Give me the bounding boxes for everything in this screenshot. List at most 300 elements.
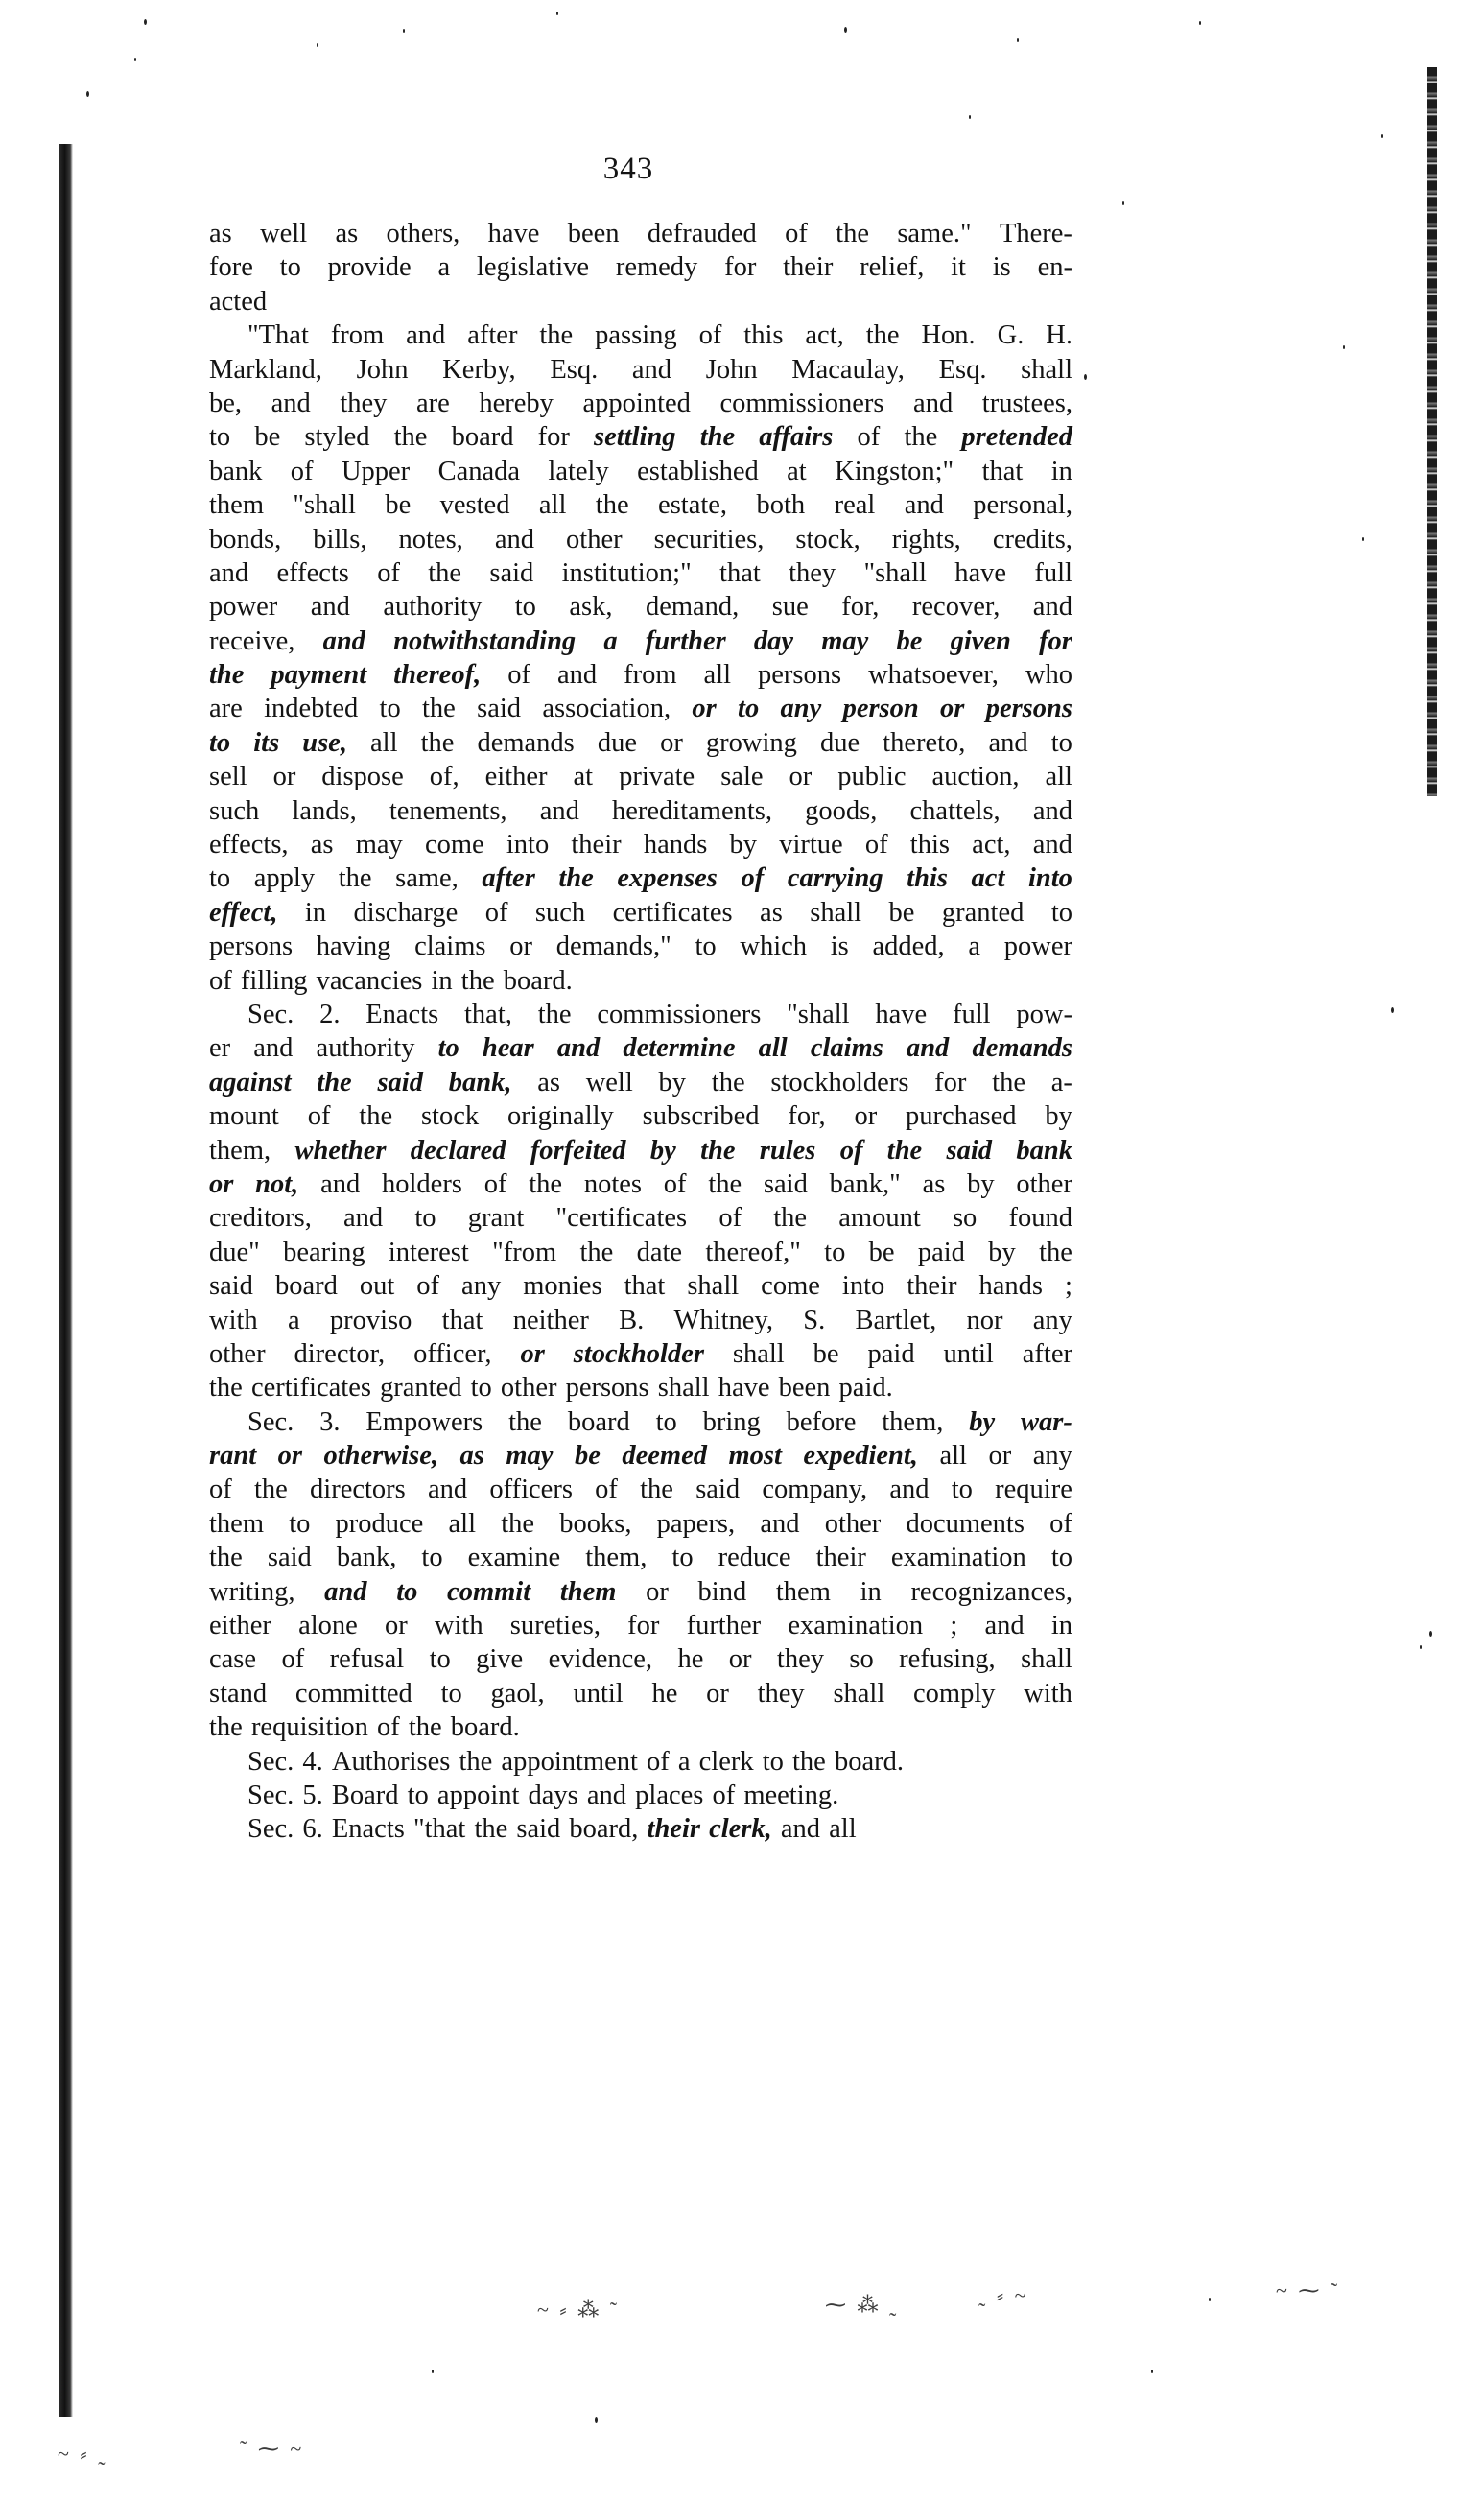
word: as xyxy=(760,897,783,928)
word: of xyxy=(1049,1508,1072,1539)
word: hands xyxy=(643,830,708,861)
text-line xyxy=(209,1371,1072,1404)
text-line xyxy=(209,1405,1072,1439)
word: or xyxy=(988,1441,1012,1472)
scan-speck xyxy=(595,2417,598,2423)
word: said xyxy=(267,1543,312,1573)
text-line xyxy=(209,1642,1072,1676)
word: he xyxy=(677,1644,704,1675)
word: be xyxy=(868,1237,895,1267)
word: and xyxy=(889,1474,930,1505)
word: stockholder xyxy=(573,1338,704,1369)
word: their xyxy=(647,1814,700,1845)
word: all xyxy=(939,1441,967,1472)
word: said xyxy=(377,1067,423,1097)
word: in xyxy=(431,965,453,996)
word: appointment xyxy=(501,1746,638,1777)
word: of xyxy=(785,219,808,248)
word: in xyxy=(1050,456,1072,486)
word: authority xyxy=(316,1033,415,1064)
text-line xyxy=(209,455,1072,488)
word: by xyxy=(969,1406,996,1437)
word: Enacts xyxy=(331,1814,405,1845)
word: be xyxy=(574,1441,601,1472)
word: 2. xyxy=(319,999,341,1029)
scan-noise-bottom: ⁓ ⁂ ˷ xyxy=(825,2293,900,2317)
word: grant xyxy=(467,1203,525,1234)
word: of xyxy=(864,830,888,861)
word: refusing, xyxy=(899,1644,996,1675)
word: may xyxy=(821,625,869,656)
word: er xyxy=(209,1033,231,1064)
scan-noise-bottom: ~ ⁓ ˜ xyxy=(1276,2278,1341,2302)
word: of, xyxy=(429,762,459,792)
word: to xyxy=(379,694,401,724)
scan-speck xyxy=(556,12,558,15)
text-line xyxy=(209,285,1072,318)
word: all xyxy=(703,660,732,691)
word: private xyxy=(619,762,695,792)
word: the xyxy=(420,727,455,758)
word: clerk xyxy=(698,1746,754,1777)
word: are xyxy=(416,388,450,418)
text-line xyxy=(209,1541,1072,1574)
word: all xyxy=(758,1033,788,1064)
word: and xyxy=(320,1168,361,1199)
text-line xyxy=(209,896,1072,930)
word: otherwise, xyxy=(323,1441,439,1472)
word: after xyxy=(482,863,535,894)
word: case xyxy=(209,1644,257,1675)
word: and xyxy=(586,1780,627,1810)
text-line xyxy=(209,1066,1072,1099)
word: of xyxy=(209,965,232,996)
word: shall xyxy=(1021,354,1072,385)
word: by xyxy=(658,1067,687,1097)
word: neither xyxy=(512,1305,589,1335)
word: persons xyxy=(985,694,1072,724)
word: discharge xyxy=(353,897,459,928)
word: rant xyxy=(209,1441,257,1472)
word: person xyxy=(842,694,919,724)
word: effect, xyxy=(209,897,278,928)
word: any xyxy=(1032,1305,1072,1335)
word: be xyxy=(888,897,915,928)
word: such xyxy=(209,795,260,826)
word: and xyxy=(556,660,598,691)
word: and xyxy=(324,1576,367,1607)
word: as xyxy=(310,830,334,861)
word: as xyxy=(335,219,359,248)
word: officers xyxy=(489,1474,573,1505)
word: as xyxy=(459,1441,484,1472)
word: to xyxy=(762,1746,784,1777)
word: said xyxy=(763,1168,808,1199)
text-line xyxy=(209,556,1072,590)
word: and xyxy=(428,1474,468,1505)
word: they xyxy=(789,557,836,588)
word: granted xyxy=(380,1373,462,1403)
word: such xyxy=(534,897,586,928)
word: as xyxy=(922,1168,946,1199)
word: director, xyxy=(294,1338,386,1369)
word: There- xyxy=(999,219,1072,248)
word: the xyxy=(1039,1237,1072,1267)
word: been xyxy=(567,219,620,248)
word: appointed xyxy=(582,388,691,418)
scan-speck xyxy=(1084,374,1087,380)
word: pow- xyxy=(1016,999,1072,1029)
word: into xyxy=(1027,863,1072,894)
page-number: 343 xyxy=(602,152,654,186)
word: for xyxy=(934,1067,967,1097)
word: before xyxy=(786,1406,857,1437)
word: come xyxy=(761,1271,820,1302)
word: days xyxy=(528,1780,578,1810)
word: payment xyxy=(271,660,367,691)
word: by xyxy=(1045,1101,1072,1132)
word: and xyxy=(322,625,365,656)
word: that xyxy=(624,1271,666,1302)
word: the xyxy=(708,1168,742,1199)
word: to xyxy=(1050,897,1072,928)
word: Kerby, xyxy=(442,354,516,385)
word: the xyxy=(558,863,594,894)
word: examination xyxy=(890,1543,1026,1573)
word: the xyxy=(317,1067,352,1097)
word: apply xyxy=(253,863,316,894)
word: clerk, xyxy=(709,1814,772,1845)
word: or xyxy=(728,1644,752,1675)
scan-speck xyxy=(134,58,136,61)
word: receive, xyxy=(209,625,295,656)
word: pretended xyxy=(961,422,1072,453)
word: be xyxy=(385,490,412,521)
word: growing xyxy=(705,727,797,758)
word: expenses xyxy=(617,863,718,894)
word: real xyxy=(834,490,876,521)
text-line xyxy=(209,488,1072,522)
word: who xyxy=(1025,660,1072,691)
scan-speck xyxy=(1391,1007,1394,1013)
word: Empowers xyxy=(365,1406,483,1437)
word: paid xyxy=(917,1237,965,1267)
word: day xyxy=(753,625,794,656)
word: all xyxy=(448,1508,477,1539)
word: to xyxy=(695,932,717,962)
word: amount xyxy=(838,1203,921,1234)
word: to xyxy=(407,1780,429,1810)
word: after xyxy=(467,320,518,351)
word: John xyxy=(705,354,758,385)
word: Sec. xyxy=(247,999,294,1029)
word: John xyxy=(356,354,409,385)
word: examination xyxy=(788,1611,924,1641)
word: give xyxy=(476,1644,524,1675)
word: company, xyxy=(762,1474,868,1505)
word: any xyxy=(461,1271,502,1302)
word: notes, xyxy=(398,524,463,554)
word: thereof," xyxy=(705,1237,801,1267)
scan-speck xyxy=(1429,1631,1432,1637)
word: Board xyxy=(331,1780,399,1810)
word: a xyxy=(603,625,618,656)
word: into xyxy=(841,1271,885,1302)
word: for xyxy=(1039,625,1072,656)
word: be xyxy=(813,1338,839,1369)
word: a xyxy=(968,932,981,962)
word: and xyxy=(984,1611,1025,1641)
word: and xyxy=(271,388,311,418)
word: due xyxy=(819,727,860,758)
word: both xyxy=(756,490,806,521)
word: the xyxy=(508,1406,542,1437)
word: either xyxy=(209,1611,271,1641)
text-line xyxy=(209,1269,1072,1303)
word: bills, xyxy=(313,524,367,554)
text-line xyxy=(209,1575,1072,1609)
word: the xyxy=(904,422,938,453)
word: the xyxy=(460,965,495,996)
word: demands xyxy=(972,1033,1072,1064)
word: bind xyxy=(697,1576,747,1607)
word: G. xyxy=(997,320,1025,351)
word: mount xyxy=(209,1101,279,1132)
word: them xyxy=(559,1576,617,1607)
word: other xyxy=(824,1508,882,1539)
word: by xyxy=(967,1168,995,1199)
word: whether xyxy=(294,1135,387,1166)
word: Canada xyxy=(437,456,521,486)
word: to xyxy=(421,1543,443,1573)
word: with xyxy=(434,1611,483,1641)
word: of xyxy=(712,1780,736,1810)
word: of xyxy=(741,863,765,894)
word: have xyxy=(954,557,1007,588)
word: all xyxy=(829,1814,857,1845)
scan-speck xyxy=(317,43,318,47)
word: or xyxy=(706,1678,729,1709)
word: or xyxy=(509,932,532,962)
word: hands xyxy=(978,1271,1044,1302)
word: bonds, xyxy=(209,524,282,554)
word: effects, xyxy=(209,830,289,861)
word: them, xyxy=(209,1135,271,1166)
scan-speck xyxy=(403,29,405,33)
word: Whitney, xyxy=(673,1305,773,1335)
text-line xyxy=(209,726,1072,760)
word: board. xyxy=(503,965,573,996)
word: 4. xyxy=(302,1746,323,1777)
text-line xyxy=(209,1304,1072,1337)
word: and xyxy=(253,1033,294,1064)
word: and xyxy=(904,490,944,521)
word: "that xyxy=(412,1814,466,1845)
word: act, xyxy=(805,320,844,351)
word: the xyxy=(865,320,900,351)
text-line xyxy=(209,1507,1072,1541)
word: all xyxy=(1045,762,1072,792)
word: Macaulay, xyxy=(791,354,905,385)
word: to xyxy=(951,1474,973,1505)
word: require xyxy=(995,1474,1072,1505)
word: said xyxy=(209,1271,253,1302)
word: legislative xyxy=(476,252,590,283)
word: them, xyxy=(585,1543,648,1573)
word: acted xyxy=(209,286,268,317)
word: meeting. xyxy=(743,1780,839,1810)
word: defrauded xyxy=(647,219,757,248)
word: any xyxy=(780,694,822,724)
word: either xyxy=(484,762,548,792)
word: Sec. xyxy=(247,1406,294,1437)
word: by xyxy=(729,830,757,861)
word: and xyxy=(988,727,1028,758)
word: Sec. xyxy=(247,1746,294,1777)
word: and xyxy=(760,1508,800,1539)
word: they xyxy=(757,1678,805,1709)
word: any xyxy=(1032,1441,1072,1472)
word: so xyxy=(849,1644,874,1675)
word: power xyxy=(209,592,278,623)
word: Hon. xyxy=(921,320,976,351)
word: them, xyxy=(882,1406,944,1437)
word: paid xyxy=(867,1338,915,1369)
word: requisition xyxy=(250,1712,368,1743)
word: to xyxy=(824,1237,846,1267)
word: board. xyxy=(450,1712,520,1743)
text-line xyxy=(209,625,1072,658)
word: and xyxy=(906,1033,950,1064)
word: they xyxy=(776,1644,824,1675)
word: deemed xyxy=(622,1441,707,1472)
word: out xyxy=(359,1271,395,1302)
word: the xyxy=(459,1746,493,1777)
word: or xyxy=(854,1101,878,1132)
text-line xyxy=(209,590,1072,624)
word: of xyxy=(377,557,400,588)
word: vested xyxy=(439,490,510,521)
word: tenements, xyxy=(389,795,507,826)
word: nor xyxy=(966,1305,1003,1335)
scan-speck xyxy=(844,27,847,33)
word: same, xyxy=(395,863,459,894)
word: the xyxy=(209,1373,243,1403)
word: and xyxy=(539,795,579,826)
text-line xyxy=(209,1439,1072,1473)
word: the xyxy=(539,320,574,351)
word: demands xyxy=(477,727,575,758)
word: by xyxy=(649,1135,676,1166)
scan-noise-bottom: ˜ ⁓ ~ xyxy=(240,2437,305,2461)
word: provide xyxy=(327,252,412,283)
word: shall xyxy=(687,1271,740,1302)
word: hereditaments, xyxy=(612,795,772,826)
word: affairs xyxy=(759,422,834,453)
word: "shall xyxy=(863,557,927,588)
word: commissioners xyxy=(597,999,762,1029)
scan-binding-edge xyxy=(59,144,73,2417)
word: 3. xyxy=(319,1406,341,1437)
word: have xyxy=(718,1373,770,1403)
word: settling xyxy=(594,422,676,453)
word: to xyxy=(414,1203,436,1234)
word: be, xyxy=(209,388,243,418)
word: to xyxy=(209,727,231,758)
word: alone xyxy=(298,1611,358,1641)
word: the xyxy=(501,1508,535,1539)
word: rules xyxy=(759,1135,816,1166)
word: whatsoever, xyxy=(868,660,999,691)
text-line xyxy=(209,420,1072,454)
word: that xyxy=(441,1305,483,1335)
text-line xyxy=(209,217,1072,250)
word: said xyxy=(516,1814,561,1845)
word: to xyxy=(470,1373,492,1403)
word: of xyxy=(839,1135,863,1166)
word: or xyxy=(789,762,813,792)
word: authority xyxy=(383,592,483,623)
word: sale xyxy=(720,762,764,792)
text-line xyxy=(209,523,1072,556)
word: Upper xyxy=(341,456,411,486)
word: the xyxy=(209,660,245,691)
word: full xyxy=(1034,557,1072,588)
word: styled xyxy=(304,422,370,453)
word: of xyxy=(307,1101,331,1132)
word: officer, xyxy=(413,1338,492,1369)
text-line xyxy=(209,1236,1072,1269)
word: demand, xyxy=(645,592,740,623)
word: with xyxy=(209,1305,258,1335)
word: lately xyxy=(548,456,609,486)
word: "That xyxy=(247,320,309,351)
word: and xyxy=(494,524,534,554)
word: as xyxy=(537,1067,560,1097)
word: most xyxy=(728,1441,782,1472)
word: full xyxy=(952,999,991,1029)
text-line xyxy=(209,387,1072,420)
text-line xyxy=(209,1779,1072,1812)
word: remedy xyxy=(615,252,698,283)
word: the xyxy=(700,1135,736,1166)
word: of xyxy=(718,1203,742,1234)
word: after xyxy=(1022,1338,1072,1369)
word: board xyxy=(274,1271,338,1302)
word: the xyxy=(474,1814,508,1845)
word: "from xyxy=(492,1237,557,1267)
word: others, xyxy=(386,219,460,248)
word: the xyxy=(422,694,456,724)
word: committed xyxy=(294,1678,412,1709)
word: paid. xyxy=(838,1373,893,1403)
word: or xyxy=(646,1576,669,1607)
word: 6. xyxy=(302,1814,323,1845)
word: the xyxy=(209,1543,243,1573)
word: the xyxy=(529,1168,563,1199)
scan-speck xyxy=(1199,21,1201,25)
word: by xyxy=(988,1237,1016,1267)
word: them xyxy=(775,1576,831,1607)
word: the xyxy=(773,1203,808,1234)
text-line xyxy=(209,1337,1072,1371)
word: all xyxy=(538,490,567,521)
word: monies xyxy=(523,1271,602,1302)
word: with xyxy=(1024,1678,1072,1709)
word: 5. xyxy=(302,1780,323,1810)
scan-speck xyxy=(432,2370,434,2373)
word: this xyxy=(909,830,950,861)
